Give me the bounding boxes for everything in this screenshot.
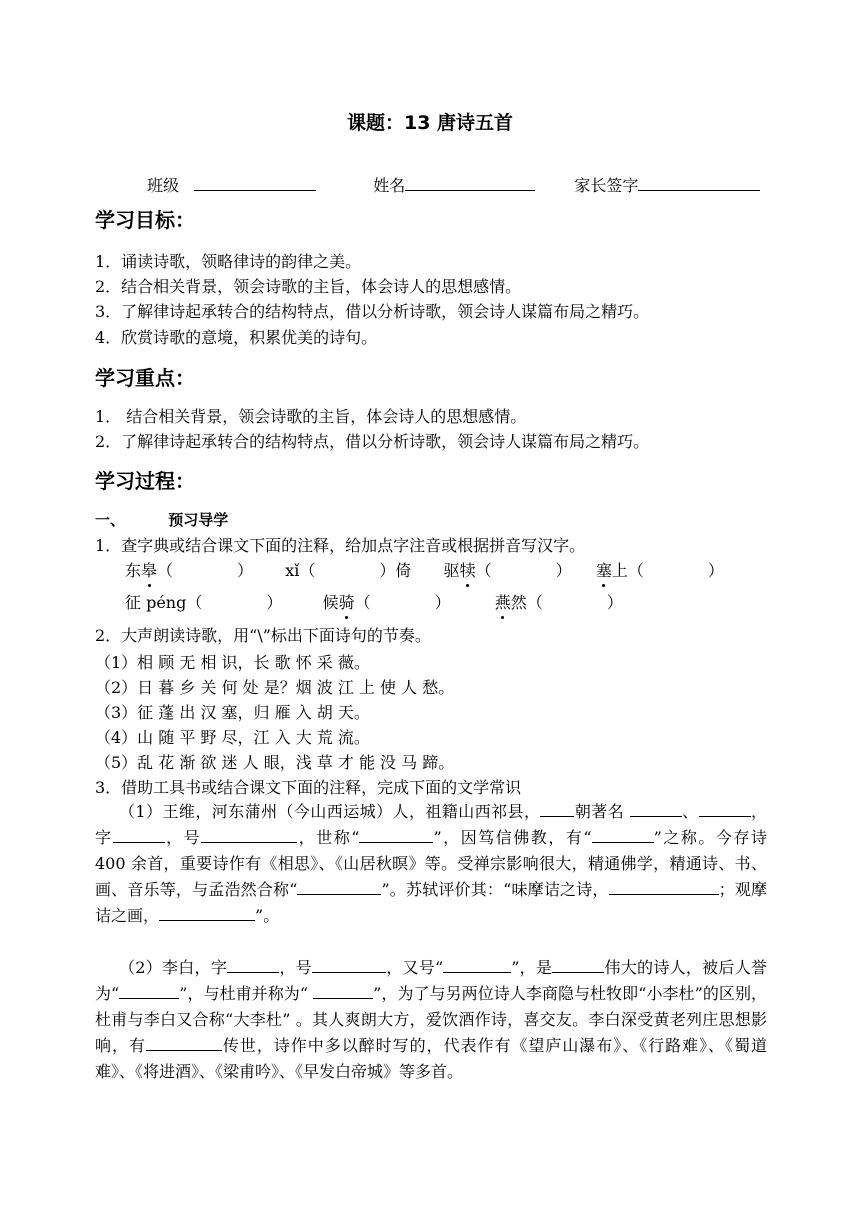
poem-line: （4）山 随 平 野 尽，江 入 大 荒 流。	[95, 728, 370, 747]
wangwei-paragraph: （1）王维，河东蒲州（今山西运城）人，祖籍山西祁县， 朝著名 、 ，字 ，号 ，世称“ ”，因笃信佛教，有“ ”之称。今存诗 400 余首，重要诗作有《相思》、《山居秋暝》等。受禅宗影响很大，精通佛学，精通诗、书、画、音乐等，与孟浩然合称“ ”。苏轼评价其：“味摩诘之诗， ；观摩诘之画， ”。	[95, 802, 767, 925]
answer-blank[interactable]: （ ）	[299, 561, 396, 580]
answer-blank[interactable]	[201, 826, 297, 843]
dotted-char: 皋	[141, 561, 158, 580]
key-point-item: 1． 结合相关背景，领会诗歌的主旨，体会诗人的思想感情。	[95, 407, 527, 426]
answer-blank[interactable]	[159, 904, 255, 921]
answer-blank[interactable]	[359, 826, 433, 843]
answer-blank[interactable]: 征 péng（ ）	[125, 593, 283, 612]
key-point-item: 2．了解律诗起承转合的结构特点，借以分析诗歌，领会诗人谋篇布局之精巧。	[95, 432, 650, 451]
section-heading	[95, 510, 228, 530]
answer-blank[interactable]	[699, 800, 751, 817]
answer-blank[interactable]	[113, 826, 165, 843]
poem-line: （1）相 顾 无 相 识，长 歌 怀 采 薇。	[95, 653, 370, 672]
goal-item: 1．诵读诗歌，领略律诗的韵律之美。	[95, 252, 362, 271]
goal-item: 4．欣赏诗歌的意境，积累优美的诗句。	[95, 328, 378, 347]
name-label: 姓名	[373, 176, 406, 195]
question-3: 3．借助工具书或结合课文下面的注释，完成下面的文学常识	[95, 778, 522, 797]
class-label: 班级	[147, 176, 180, 195]
answer-blank[interactable]	[227, 956, 279, 973]
answer-blank[interactable]	[540, 800, 574, 817]
section-title: 预习导学	[168, 511, 229, 529]
dotted-char: 塞	[595, 561, 612, 580]
answer-blank[interactable]	[312, 956, 386, 973]
dotted-char: 骑	[338, 593, 355, 612]
parent-sign-field[interactable]	[638, 174, 760, 191]
info-line	[147, 174, 760, 196]
answer-blank[interactable]	[630, 800, 682, 817]
answer-blank[interactable]	[119, 982, 179, 999]
question-2: 2．大声朗读诗歌，用“\”标出下面诗句的节奏。	[95, 626, 431, 645]
pinyin-row-2: 征 péng（ ） 候骑（ ） 燕然（ ）	[125, 593, 623, 612]
answer-blank[interactable]	[313, 982, 373, 999]
poem-line: （2）日 暮 乡 关 何 处 是？烟 波 江 上 使 人 愁。	[95, 678, 455, 697]
libai-paragraph: （2）李白，字 ，号 ，又号“ ”，是 伟大的诗人，被后人誉为“ ”，与杜甫并称为“ ”，为了与另两位诗人李商隐与杜牧即“小李杜”的区别，杜甫与李白又合称“大李杜” 。其人爽朗大方，爱饮酒作诗，喜交友。李白深受黄老列庄思想影响，有 传世，诗作中多以醉时写的，代表作有《望庐山瀑布》、《行路难》、《蜀道难》、《将进酒》、《梁甫吟》、《早发白帝城》等多首。	[95, 958, 767, 1081]
answer-blank[interactable]	[609, 878, 719, 895]
process-heading: 学习过程：	[95, 469, 195, 493]
answer-blank[interactable]: （ ）	[526, 593, 623, 612]
answer-blank[interactable]: （ ）	[627, 561, 724, 580]
goal-item: 2．结合相关背景，领会诗歌的主旨，体会诗人的思想感情。	[95, 277, 522, 296]
section-number: 一、	[95, 511, 126, 529]
answer-blank[interactable]: （ ）	[475, 561, 572, 580]
poem-line: （5）乱 花 渐 欲 迷 人 眼，浅 草 才 能 没 马 蹄。	[95, 753, 455, 772]
goals-heading: 学习目标：	[95, 208, 195, 232]
answer-blank[interactable]	[592, 826, 654, 843]
dotted-char: 燕	[494, 593, 511, 612]
parent-sign-label: 家长签字	[574, 176, 639, 195]
name-field[interactable]	[405, 174, 535, 191]
key-points-heading: 学习重点：	[95, 366, 195, 390]
pinyin-row-1: 东皋（ ） xǐ（ ）倚 驱犊（ ） 塞上（ ）	[125, 561, 724, 580]
answer-blank[interactable]: （ ）	[354, 593, 451, 612]
answer-blank[interactable]	[297, 878, 381, 895]
answer-blank[interactable]	[146, 1034, 222, 1051]
class-field[interactable]	[194, 174, 316, 191]
answer-blank[interactable]: （ ）	[157, 561, 254, 580]
poem-line: （3）征 蓬 出 汉 塞，归 雁 入 胡 天。	[95, 703, 370, 722]
answer-blank[interactable]	[443, 956, 511, 973]
page-title: 课题：13 唐诗五首	[346, 112, 514, 134]
answer-blank[interactable]	[552, 956, 604, 973]
goal-item: 3．了解律诗起承转合的结构特点，借以分析诗歌，领会诗人谋篇布局之精巧。	[95, 302, 650, 321]
dotted-char: 犊	[459, 561, 476, 580]
question-1: 1．查字典或结合课文下面的注释，给加点字注音或根据拼音写汉字。	[95, 536, 586, 555]
